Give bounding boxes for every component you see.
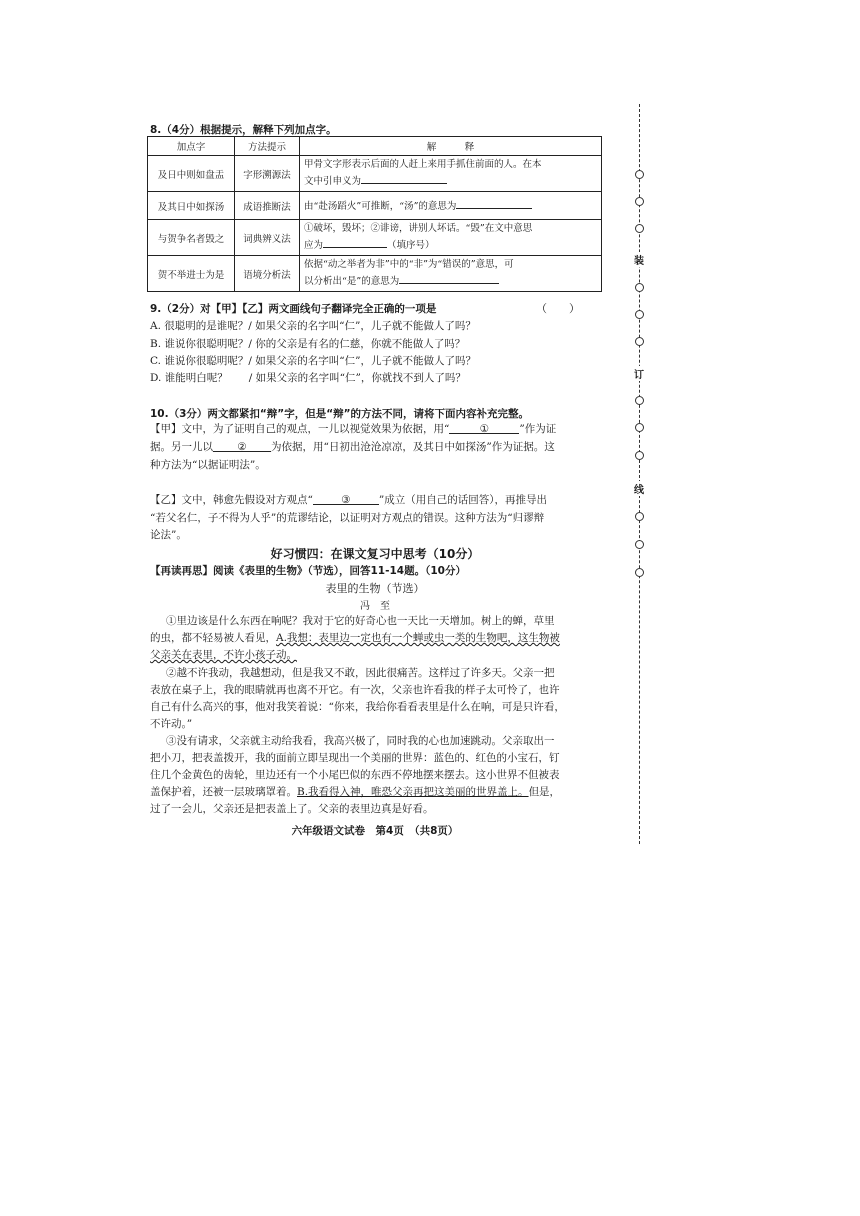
q8-explain bbox=[300, 220, 602, 256]
q8-row bbox=[148, 192, 602, 220]
q8-explain-text: 以分析出“是”的意思为 bbox=[304, 276, 400, 287]
q8-explain-text: 由“赴汤蹈火”可推断，“汤”的意思为 bbox=[304, 201, 457, 212]
q10-text: 【甲】文中，为了证明自己的观点，一儿以视觉效果为依据，用“ bbox=[150, 423, 450, 435]
q8-method: 词典辨义法 bbox=[235, 220, 300, 256]
passage-line: ①里边该是什么东西在响呢？我对于它的好奇心也一天比一天增加。树上的蝉，草里 bbox=[166, 615, 555, 627]
q8-method: 成语推断法 bbox=[235, 192, 300, 220]
q8-header-row bbox=[148, 137, 602, 156]
q10-line bbox=[150, 493, 547, 507]
q8-explain bbox=[300, 256, 602, 292]
passage-line: 不许动。” bbox=[150, 718, 193, 730]
page-footer: 六年级语文试卷 第4页 （共8页） bbox=[291, 825, 459, 837]
binding-hole-icon bbox=[635, 451, 644, 460]
q10-text: ”作为证 bbox=[519, 423, 557, 435]
binding-hole-icon bbox=[635, 283, 644, 292]
q10-title: 10.（3分）两文都紧扣“辩”字，但是“辩”的方法不同，请将下面内容补充完整。 bbox=[150, 408, 530, 420]
passage-line: 住几个金黄色的齿轮，里边还有一个小尾巴似的东西不停地摆来摆去。这小世界不但被表 bbox=[150, 769, 560, 781]
q9-answer-paren[interactable]: （ ） bbox=[536, 302, 580, 315]
answer-blank[interactable] bbox=[323, 236, 387, 248]
q9-option-b: B. 谁说你很聪明呢？/ 你的父亲是有名的仁慈，你就不能做人了吗？ bbox=[150, 338, 466, 350]
answer-blank-2[interactable] bbox=[213, 440, 271, 452]
q8-explain bbox=[300, 192, 602, 220]
passage-line bbox=[150, 631, 560, 645]
q8-method: 字形溯源法 bbox=[235, 156, 300, 192]
binding-hole-icon bbox=[635, 423, 644, 432]
q8-word: 贺不举进士为是 bbox=[148, 256, 235, 292]
answer-blank[interactable] bbox=[361, 172, 447, 184]
binding-hole-icon bbox=[635, 396, 644, 405]
binding-hole-icon bbox=[635, 337, 644, 346]
q10-line bbox=[150, 440, 555, 454]
q8-explain-note: （填序号） bbox=[387, 240, 435, 251]
q8-word: 及其日中如探汤 bbox=[148, 192, 235, 220]
binding-char: 订 bbox=[634, 366, 644, 381]
q8-method: 语境分析法 bbox=[235, 256, 300, 292]
q10-line bbox=[150, 422, 556, 436]
q8-title: 8.（4分）根据提示，解释下列加点字。 bbox=[150, 124, 337, 136]
underlined-sentence-a: A.我想：表里边一定也有一个蝉或虫一类的生物吧，这生物被 bbox=[276, 632, 560, 644]
binding-hole-icon bbox=[635, 568, 644, 577]
q8-table bbox=[147, 136, 602, 292]
q8-explain-text: 依据“动之举者为非”中的“非”为“错误的”意思，可 bbox=[304, 259, 514, 270]
binding-dashed-line bbox=[639, 104, 640, 844]
passage-title: 表里的生物（节选） bbox=[325, 582, 425, 595]
q10-text: 【乙】文中，韩愈先假设对方观点“ bbox=[150, 494, 313, 506]
blank-number: ① bbox=[479, 423, 490, 435]
q8-explain-text: 甲骨文字形表示后面的人赶上来用手抓住前面的人。在本 bbox=[304, 159, 542, 170]
underlined-sentence-b: B.我看得入神，唯恐父亲再把这美丽的世界盖上。 bbox=[297, 786, 529, 798]
binding-hole-icon bbox=[635, 512, 644, 521]
q10-line: “若父名仁，子不得为人乎”的荒谬结论，以证明对方观点的错误。这种方法为“归谬辩 bbox=[150, 512, 545, 524]
blank-number: ② bbox=[237, 441, 247, 453]
q9-option-d: D. 谁能明白呢？ / 如果父亲的名字叫“仁”，你就找不到人了吗？ bbox=[150, 372, 466, 384]
q10-text: ”成立（用自己的话回答），再推导出 bbox=[378, 494, 547, 506]
reread-prompt: 【再读再思】阅读《表里的生物》（节选），回答11-14题。（10分） bbox=[150, 565, 466, 577]
q9-title: 9.（2分）对【甲】【乙】两文画线句子翻译完全正确的一项是 bbox=[150, 303, 437, 315]
answer-blank[interactable] bbox=[399, 272, 499, 284]
q10-text: 为依据，用“日初出沧沧凉凉，及其日中如探汤”作为证据。这 bbox=[271, 441, 555, 453]
binding-hole-icon bbox=[635, 197, 644, 206]
answer-blank[interactable] bbox=[456, 197, 532, 209]
q10-text: 据。另一儿以 bbox=[150, 441, 213, 453]
q8-explain-text: 应为 bbox=[304, 240, 324, 251]
q8-explain-text: ①破坏，毁坏；②诽谤，讲别人坏话。“毁”在文中意思 bbox=[304, 223, 533, 234]
q8-row bbox=[148, 256, 602, 292]
passage-text: 的虫，都不轻易被人看见， bbox=[150, 632, 276, 644]
q8-word: 及日中则如盘盂 bbox=[148, 156, 235, 192]
passage-line bbox=[150, 785, 560, 799]
binding-char: 线 bbox=[634, 481, 644, 496]
passage-line: 过了一会儿，父亲还是把表盖上了。父亲的表里边真是好看。 bbox=[150, 803, 434, 815]
passage-author: 冯 至 bbox=[360, 601, 390, 612]
passage-text: 但是， bbox=[528, 786, 561, 798]
passage-line: ②越不许我动，我越想动，但是我又不敢，因此很痛苦。这样过了许多天。父亲一把 bbox=[166, 667, 555, 679]
passage-text: 盖保护着，还被一层玻璃罩着。 bbox=[150, 786, 297, 798]
binding-hole-icon bbox=[635, 170, 644, 179]
q8-row bbox=[148, 220, 602, 256]
binding-hole-icon bbox=[635, 224, 644, 233]
q10-line: 种方法为“以据证明法”。 bbox=[150, 459, 266, 471]
underlined-sentence-a-cont: 父亲关在表里，不许小孩子动。 bbox=[150, 649, 297, 661]
q8-row bbox=[148, 156, 602, 192]
q8-header-word: 加点字 bbox=[148, 137, 235, 156]
q9-option-a: A. 很聪明的是谁呢？/ 如果父亲的名字叫“仁”，儿子就不能做人了吗？ bbox=[150, 320, 476, 332]
answer-blank-1[interactable] bbox=[449, 422, 519, 434]
section-heading: 好习惯四：在课文复习中思考（10分） bbox=[270, 547, 480, 561]
passage-line: ③没有请求，父亲就主动给我看，我高兴极了，同时我的心也加速跳动。父亲取出一 bbox=[166, 735, 555, 747]
passage-line: 表放在桌子上，我的眼睛就再也离不开它。有一次，父亲也许看我的样子太可怜了，也许 bbox=[150, 684, 560, 696]
binding-hole-icon bbox=[635, 310, 644, 319]
blank-number: ③ bbox=[341, 494, 351, 506]
q9-option-c: C. 谁说你很聪明呢？/ 如果父亲的名字叫“仁”，儿子就不能做人了吗？ bbox=[150, 355, 476, 367]
passage-line: 把小刀，把表盖拨开，我的面前立即呈现出一个美丽的世界：蓝色的、红色的小宝石，钉 bbox=[150, 752, 560, 764]
passage-line: 自己有什么高兴的事，他对我笑着说：“你来，我给你看看表里是什么在响，可是只许看， bbox=[150, 701, 565, 713]
answer-blank-3[interactable] bbox=[313, 493, 379, 505]
q8-explain bbox=[300, 156, 602, 192]
q10-line: 论法”。 bbox=[150, 529, 187, 541]
q8-header-explain: 解 释 bbox=[300, 137, 602, 156]
binding-char: 装 bbox=[634, 252, 644, 267]
q8-word: 与贺争名者毁之 bbox=[148, 220, 235, 256]
binding-hole-icon bbox=[635, 540, 644, 549]
q8-explain-text: 文中引申义为 bbox=[304, 176, 362, 187]
q8-header-method: 方法提示 bbox=[235, 137, 300, 156]
